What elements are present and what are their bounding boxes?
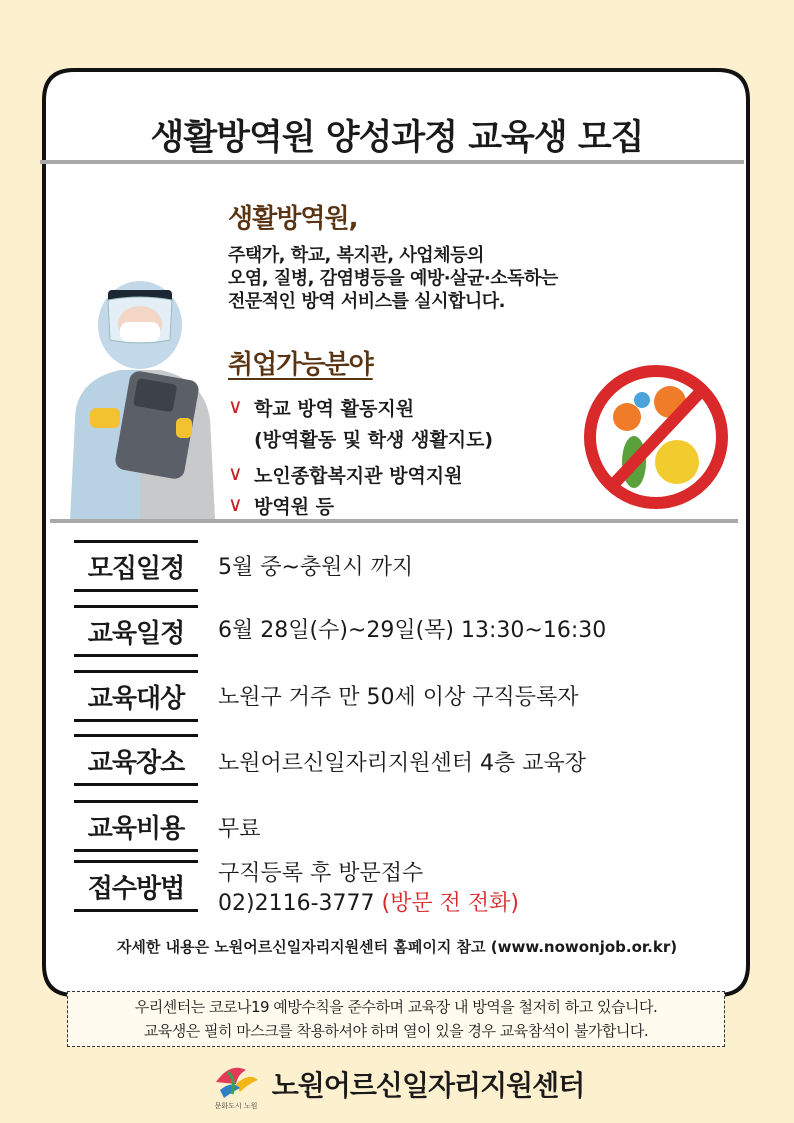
intro-line: 주택가, 학교, 복지관, 사업체등의 [228,245,484,266]
schedule-label: 교육비용 [74,800,198,852]
job-fields-heading: 취업가능분야 [228,350,373,380]
schedule-label: 교육일정 [74,605,198,657]
intro-heading: 생활방역원, [228,204,358,234]
covid-notice-box [67,991,725,1047]
list-item: ∨ 방역원 등 [228,492,335,518]
svg-text:문화도시 노원: 문화도시 노원 [214,1102,258,1110]
list-item: ∨ 노인종합복지관 방역지원 [228,461,463,487]
organization-footer [0,1058,794,1110]
schedule-value: 5월 중~충원시 까지 [218,555,414,580]
phone-number: 02)2116-3777 (방문 전 전화) [218,891,519,916]
organization-logo [210,1058,262,1110]
check-icon: ∨ [228,492,243,516]
organization-name: 노원어르신일자리지원센터 [271,1069,585,1102]
job-fields-list [228,394,493,523]
schedule-value: 6월 28일(수)~29일(목) 13:30~16:30 [218,618,607,643]
intro-line: 오염, 질병, 감염병등을 예방·살균·소독하는 [228,268,558,289]
page-title: 생활방역원 양성과정 교육생 모집 [150,118,644,158]
phone-note: (방문 전 전화) [381,891,519,916]
intro-line: 전문적인 방역 서비스를 실시합니다. [228,291,505,312]
list-item: (방역활동 및 학생 생활지도) [254,429,494,451]
schedule-label: 접수방법 [74,860,198,912]
schedule-label: 교육장소 [74,734,198,786]
notice-line: 우리센터는 코로나19 예방수칙을 준수하며 교육장 내 방역을 철저히 하고 있습니다. [134,998,658,1016]
schedule-value: 무료 [218,817,261,842]
list-item: ∨ 학교 방역 활동지원 [228,394,415,420]
section-divider [50,519,738,523]
no-virus-illustration [582,362,730,512]
schedule-label: 교육대상 [74,670,198,722]
schedule-value: 구직등록 후 방문접수 [218,861,424,886]
schedule-value: 노원어르신일자리지원센터 4층 교육장 [218,751,587,776]
check-icon: ∨ [228,461,243,485]
intro-description [228,244,558,313]
schedule-label: 모집일정 [74,540,198,592]
homepage-note: 자세한 내용은 노원어르신일자리지원센터 홈페이지 참고 (www.nowonjob.or.kr) [116,938,678,956]
disinfection-worker-illustration [50,280,230,520]
check-icon: ∨ [228,394,243,418]
title-divider [40,160,744,164]
notice-line: 교육생은 필히 마스크를 착용하셔야 하며 열이 있을 경우 교육참석이 불가합니다. [143,1022,649,1040]
schedule-value: 노원구 거주 만 50세 이상 구직등록자 [218,685,579,710]
